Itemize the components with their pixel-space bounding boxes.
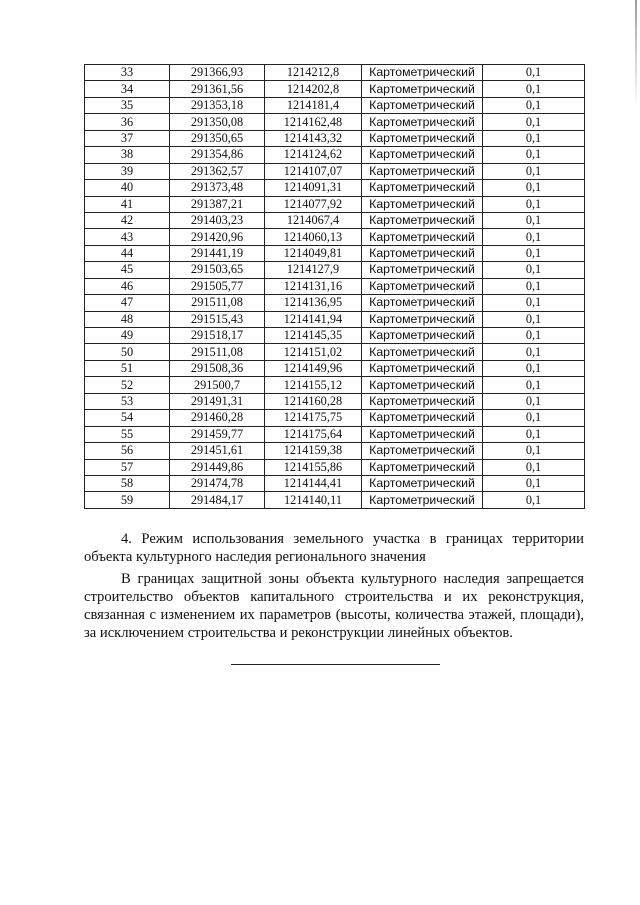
accuracy-cell: 0,1 [483,459,585,475]
table-row [85,410,585,426]
coordinates-table-body [85,65,585,509]
method-cell: Картометрический [362,459,483,475]
point-number-cell: 47 [85,295,170,311]
x-coordinate-cell: 291474,78 [170,475,265,491]
table-row [85,360,585,376]
point-number-cell: 45 [85,262,170,278]
y-coordinate-cell: 1214143,32 [265,130,362,146]
y-coordinate-cell: 1214159,38 [265,443,362,459]
end-separator-line [231,664,440,665]
accuracy-cell: 0,1 [483,443,585,459]
y-coordinate-cell: 1214049,81 [265,245,362,261]
x-coordinate-cell: 291511,08 [170,344,265,360]
point-number-cell: 57 [85,459,170,475]
accuracy-cell: 0,1 [483,492,585,508]
table-row [85,229,585,245]
table-row [85,459,585,475]
method-cell: Картометрический [362,295,483,311]
point-number-cell: 44 [85,245,170,261]
point-number-cell: 51 [85,360,170,376]
accuracy-cell: 0,1 [483,475,585,491]
table-row [85,475,585,491]
accuracy-cell: 0,1 [483,180,585,196]
method-cell: Картометрический [362,410,483,426]
accuracy-cell: 0,1 [483,377,585,393]
accuracy-cell: 0,1 [483,245,585,261]
method-cell: Картометрический [362,426,483,442]
x-coordinate-cell: 291387,21 [170,196,265,212]
y-coordinate-cell: 1214162,48 [265,114,362,130]
y-coordinate-cell: 1214107,07 [265,163,362,179]
x-coordinate-cell: 291451,61 [170,443,265,459]
accuracy-cell: 0,1 [483,196,585,212]
table-row [85,443,585,459]
method-cell: Картометрический [362,130,483,146]
table-row [85,393,585,409]
accuracy-cell: 0,1 [483,295,585,311]
table-row [85,262,585,278]
point-number-cell: 56 [85,443,170,459]
point-number-cell: 58 [85,475,170,491]
accuracy-cell: 0,1 [483,163,585,179]
method-cell: Картометрический [362,196,483,212]
accuracy-cell: 0,1 [483,212,585,228]
accuracy-cell: 0,1 [483,147,585,163]
table-row [85,212,585,228]
table-row [85,130,585,146]
accuracy-cell: 0,1 [483,130,585,146]
table-row [85,492,585,508]
method-cell: Картометрический [362,492,483,508]
table-row [85,180,585,196]
table-row [85,377,585,393]
y-coordinate-cell: 1214077,92 [265,196,362,212]
x-coordinate-cell: 291459,77 [170,426,265,442]
point-number-cell: 37 [85,130,170,146]
y-coordinate-cell: 1214202,8 [265,81,362,97]
y-coordinate-cell: 1214181,4 [265,97,362,113]
y-coordinate-cell: 1214175,64 [265,426,362,442]
y-coordinate-cell: 1214141,94 [265,311,362,327]
point-number-cell: 40 [85,180,170,196]
method-cell: Картометрический [362,180,483,196]
x-coordinate-cell: 291460,28 [170,410,265,426]
table-row [85,65,585,81]
table-row [85,97,585,113]
method-cell: Картометрический [362,245,483,261]
accuracy-cell: 0,1 [483,344,585,360]
point-number-cell: 42 [85,212,170,228]
point-number-cell: 46 [85,278,170,294]
x-coordinate-cell: 291353,18 [170,97,265,113]
coordinates-table [84,64,585,509]
accuracy-cell: 0,1 [483,114,585,130]
section-paragraph: В границах защитной зоны объекта культурного наследия запрещается строительство объектов капитального строительства и их реконструкция, связанная с изменением их параметров (высоты, количества этажей, площади), за исключением строительства и реконструкции линейных объектов. [84,571,584,641]
method-cell: Картометрический [362,147,483,163]
point-number-cell: 59 [85,492,170,508]
method-cell: Картометрический [362,262,483,278]
point-number-cell: 38 [85,147,170,163]
method-cell: Картометрический [362,278,483,294]
x-coordinate-cell: 291515,43 [170,311,265,327]
x-coordinate-cell: 291373,48 [170,180,265,196]
y-coordinate-cell: 1214136,95 [265,295,362,311]
method-cell: Картометрический [362,81,483,97]
table-row [85,114,585,130]
table-row [85,163,585,179]
x-coordinate-cell: 291491,31 [170,393,265,409]
point-number-cell: 55 [85,426,170,442]
point-number-cell: 36 [85,114,170,130]
accuracy-cell: 0,1 [483,65,585,81]
method-cell: Картометрический [362,212,483,228]
x-coordinate-cell: 291366,93 [170,65,265,81]
y-coordinate-cell: 1214149,96 [265,360,362,376]
table-row [85,344,585,360]
accuracy-cell: 0,1 [483,393,585,409]
method-cell: Картометрический [362,114,483,130]
y-coordinate-cell: 1214212,8 [265,65,362,81]
y-coordinate-cell: 1214140,11 [265,492,362,508]
y-coordinate-cell: 1214131,16 [265,278,362,294]
point-number-cell: 53 [85,393,170,409]
method-cell: Картометрический [362,311,483,327]
x-coordinate-cell: 291508,36 [170,360,265,376]
point-number-cell: 48 [85,311,170,327]
table-row [85,426,585,442]
x-coordinate-cell: 291518,17 [170,328,265,344]
accuracy-cell: 0,1 [483,81,585,97]
x-coordinate-cell: 291362,57 [170,163,265,179]
method-cell: Картометрический [362,393,483,409]
page-edge-shadow [635,0,637,110]
x-coordinate-cell: 291420,96 [170,229,265,245]
method-cell: Картометрический [362,328,483,344]
y-coordinate-cell: 1214145,35 [265,328,362,344]
section-heading: 4. Режим использования земельного участка в границах территории объекта культурного наследия регионального значения [84,531,584,565]
y-coordinate-cell: 1214155,12 [265,377,362,393]
table-row [85,328,585,344]
table-row [85,311,585,327]
method-cell: Картометрический [362,229,483,245]
y-coordinate-cell: 1214067,4 [265,212,362,228]
table-row [85,278,585,294]
method-cell: Картометрический [362,97,483,113]
y-coordinate-cell: 1214127,9 [265,262,362,278]
x-coordinate-cell: 291441,19 [170,245,265,261]
accuracy-cell: 0,1 [483,97,585,113]
point-number-cell: 43 [85,229,170,245]
y-coordinate-cell: 1214144,41 [265,475,362,491]
accuracy-cell: 0,1 [483,360,585,376]
x-coordinate-cell: 291354,86 [170,147,265,163]
y-coordinate-cell: 1214175,75 [265,410,362,426]
method-cell: Картометрический [362,65,483,81]
x-coordinate-cell: 291505,77 [170,278,265,294]
point-number-cell: 54 [85,410,170,426]
accuracy-cell: 0,1 [483,262,585,278]
x-coordinate-cell: 291503,65 [170,262,265,278]
point-number-cell: 34 [85,81,170,97]
x-coordinate-cell: 291449,86 [170,459,265,475]
x-coordinate-cell: 291403,23 [170,212,265,228]
point-number-cell: 50 [85,344,170,360]
point-number-cell: 39 [85,163,170,179]
table-row [85,245,585,261]
section-4-text [84,530,584,642]
method-cell: Картометрический [362,377,483,393]
point-number-cell: 41 [85,196,170,212]
y-coordinate-cell: 1214091,31 [265,180,362,196]
accuracy-cell: 0,1 [483,328,585,344]
y-coordinate-cell: 1214124,62 [265,147,362,163]
table-row [85,295,585,311]
y-coordinate-cell: 1214155,86 [265,459,362,475]
x-coordinate-cell: 291350,08 [170,114,265,130]
accuracy-cell: 0,1 [483,311,585,327]
accuracy-cell: 0,1 [483,426,585,442]
accuracy-cell: 0,1 [483,278,585,294]
point-number-cell: 35 [85,97,170,113]
method-cell: Картометрический [362,360,483,376]
point-number-cell: 52 [85,377,170,393]
table-row [85,81,585,97]
x-coordinate-cell: 291484,17 [170,492,265,508]
method-cell: Картометрический [362,443,483,459]
y-coordinate-cell: 1214060,13 [265,229,362,245]
table-row [85,196,585,212]
method-cell: Картометрический [362,475,483,491]
x-coordinate-cell: 291350,65 [170,130,265,146]
y-coordinate-cell: 1214151,02 [265,344,362,360]
point-number-cell: 49 [85,328,170,344]
point-number-cell: 33 [85,65,170,81]
x-coordinate-cell: 291361,56 [170,81,265,97]
method-cell: Картометрический [362,344,483,360]
method-cell: Картометрический [362,163,483,179]
accuracy-cell: 0,1 [483,410,585,426]
accuracy-cell: 0,1 [483,229,585,245]
x-coordinate-cell: 291511,08 [170,295,265,311]
y-coordinate-cell: 1214160,28 [265,393,362,409]
table-row [85,147,585,163]
x-coordinate-cell: 291500,7 [170,377,265,393]
